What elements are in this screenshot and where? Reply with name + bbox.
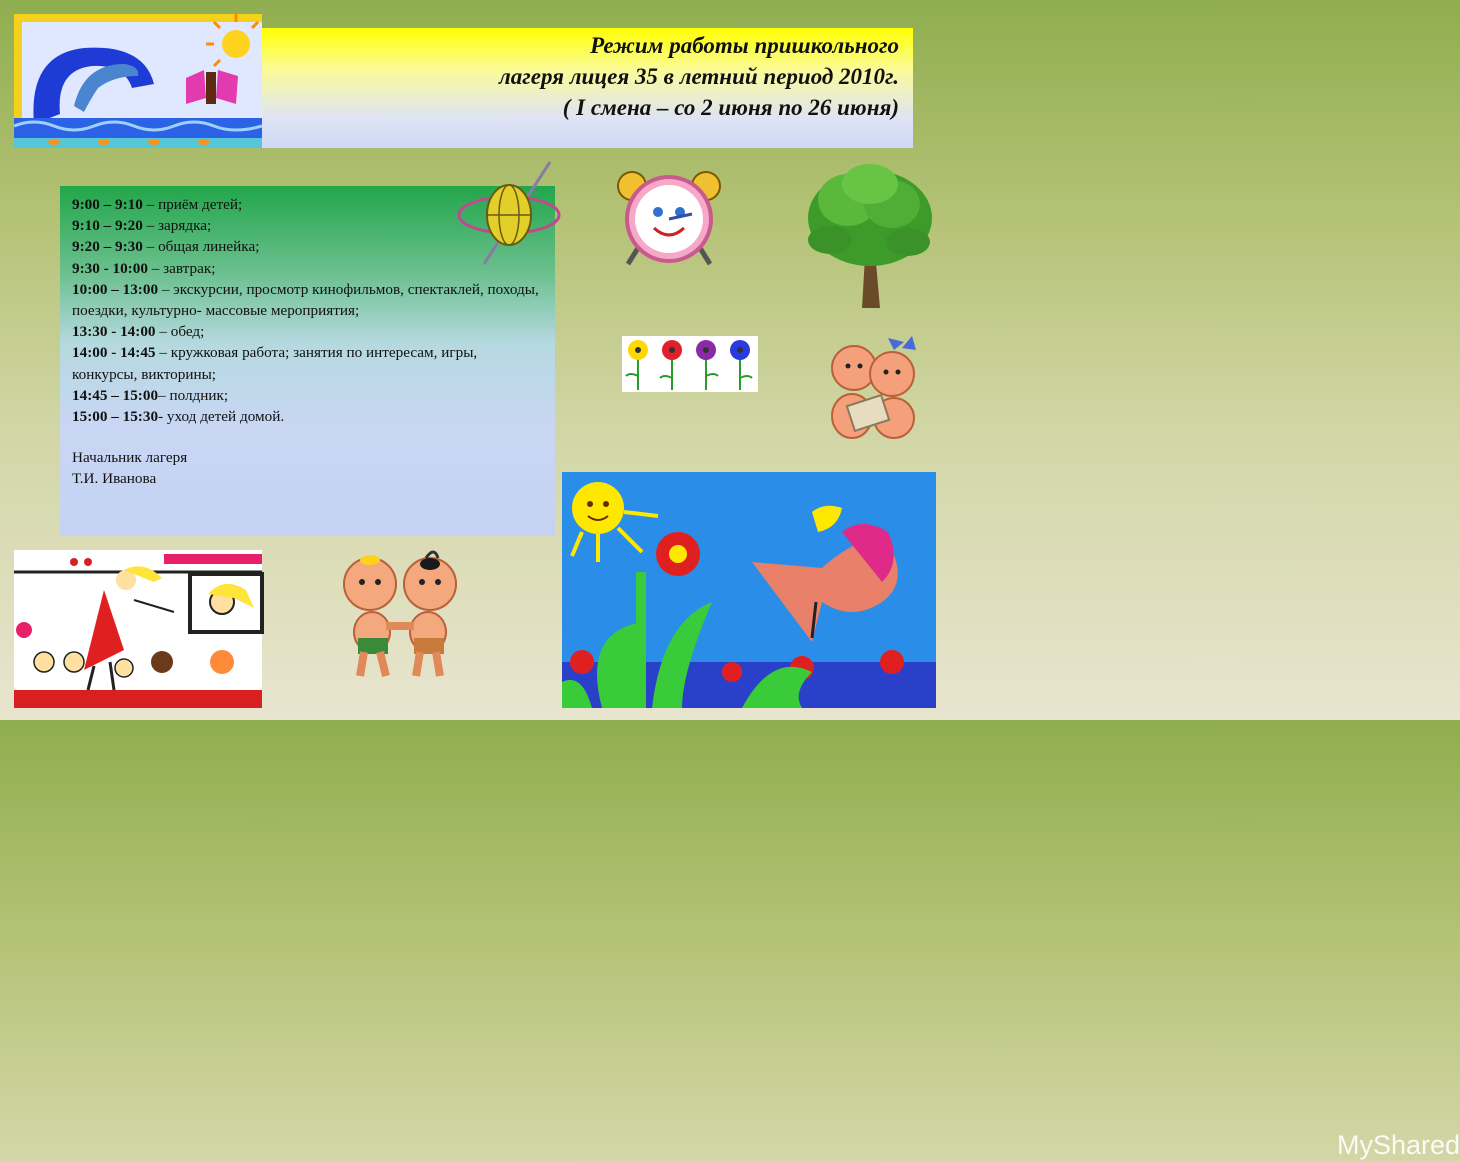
page-title <box>499 30 899 123</box>
watermark: MyShared <box>1337 1130 1460 1160</box>
schedule-time: 13:30 - 14:00 <box>72 323 156 341</box>
schedule-time: 9:00 – 9:10 <box>72 196 143 213</box>
schedule-activity: – завтрак; <box>147 259 216 277</box>
title-line-2: лагеря лицея 35 в летний период 2010г. <box>498 64 899 89</box>
schedule-time: 14:00 - 14:45 <box>72 344 156 362</box>
tree-icon <box>800 160 940 308</box>
schedule-activity: – кружковая работа; занятия по интересам, игры, конкурсы, викторины; <box>72 344 478 383</box>
schedule-row <box>72 385 545 406</box>
reading-babies-icon <box>822 328 922 442</box>
schedule-activity: – зарядка; <box>142 217 212 235</box>
schedule-activity: – экскурсии, просмотр кинофильмов, спектаклей, походы, поездки, культурно- массовые мероприятия; <box>72 280 539 320</box>
title-banner <box>262 28 913 148</box>
schedule-activity: – обед; <box>155 323 205 341</box>
schedule-activity: – общая линейка; <box>142 238 260 256</box>
schedule-row <box>72 406 545 427</box>
schedule-activity: – полдник; <box>158 386 229 404</box>
schedule-row <box>72 279 545 321</box>
title-line-1: Режим работы пришкольного <box>590 33 899 58</box>
schedule-time: 9:20 – 9:30 <box>72 238 143 256</box>
dancing-babies-icon <box>330 548 470 680</box>
globe-icon <box>454 160 564 270</box>
alarm-clock-icon <box>614 164 724 268</box>
title-line-3: ( I смена – со 2 июня по 26 июня) <box>562 95 899 120</box>
schedule-time: 15:00 – 15:30 <box>72 408 159 426</box>
schedule-time: 14:45 – 15:00 <box>72 386 159 404</box>
dolphin-sea-drawing <box>14 14 262 148</box>
schedule-row <box>72 321 545 342</box>
schedule-activity: - уход детей домой. <box>158 408 285 426</box>
schedule-time: 9:30 - 10:00 <box>72 259 148 277</box>
schedule-row <box>72 342 545 384</box>
signature-role: Начальник лагеря <box>72 449 188 467</box>
signature-name: Т.И. Иванова <box>72 470 157 488</box>
schedule-activity: – приём детей; <box>142 196 243 213</box>
garden-drawing <box>562 472 1460 1160</box>
schedule-time: 9:10 – 9:20 <box>72 217 143 235</box>
dolphin-icon <box>14 14 262 148</box>
kids-drawing <box>14 550 262 708</box>
schedule-time: 10:00 – 13:00 <box>72 280 159 298</box>
flowers-icon <box>622 336 758 392</box>
